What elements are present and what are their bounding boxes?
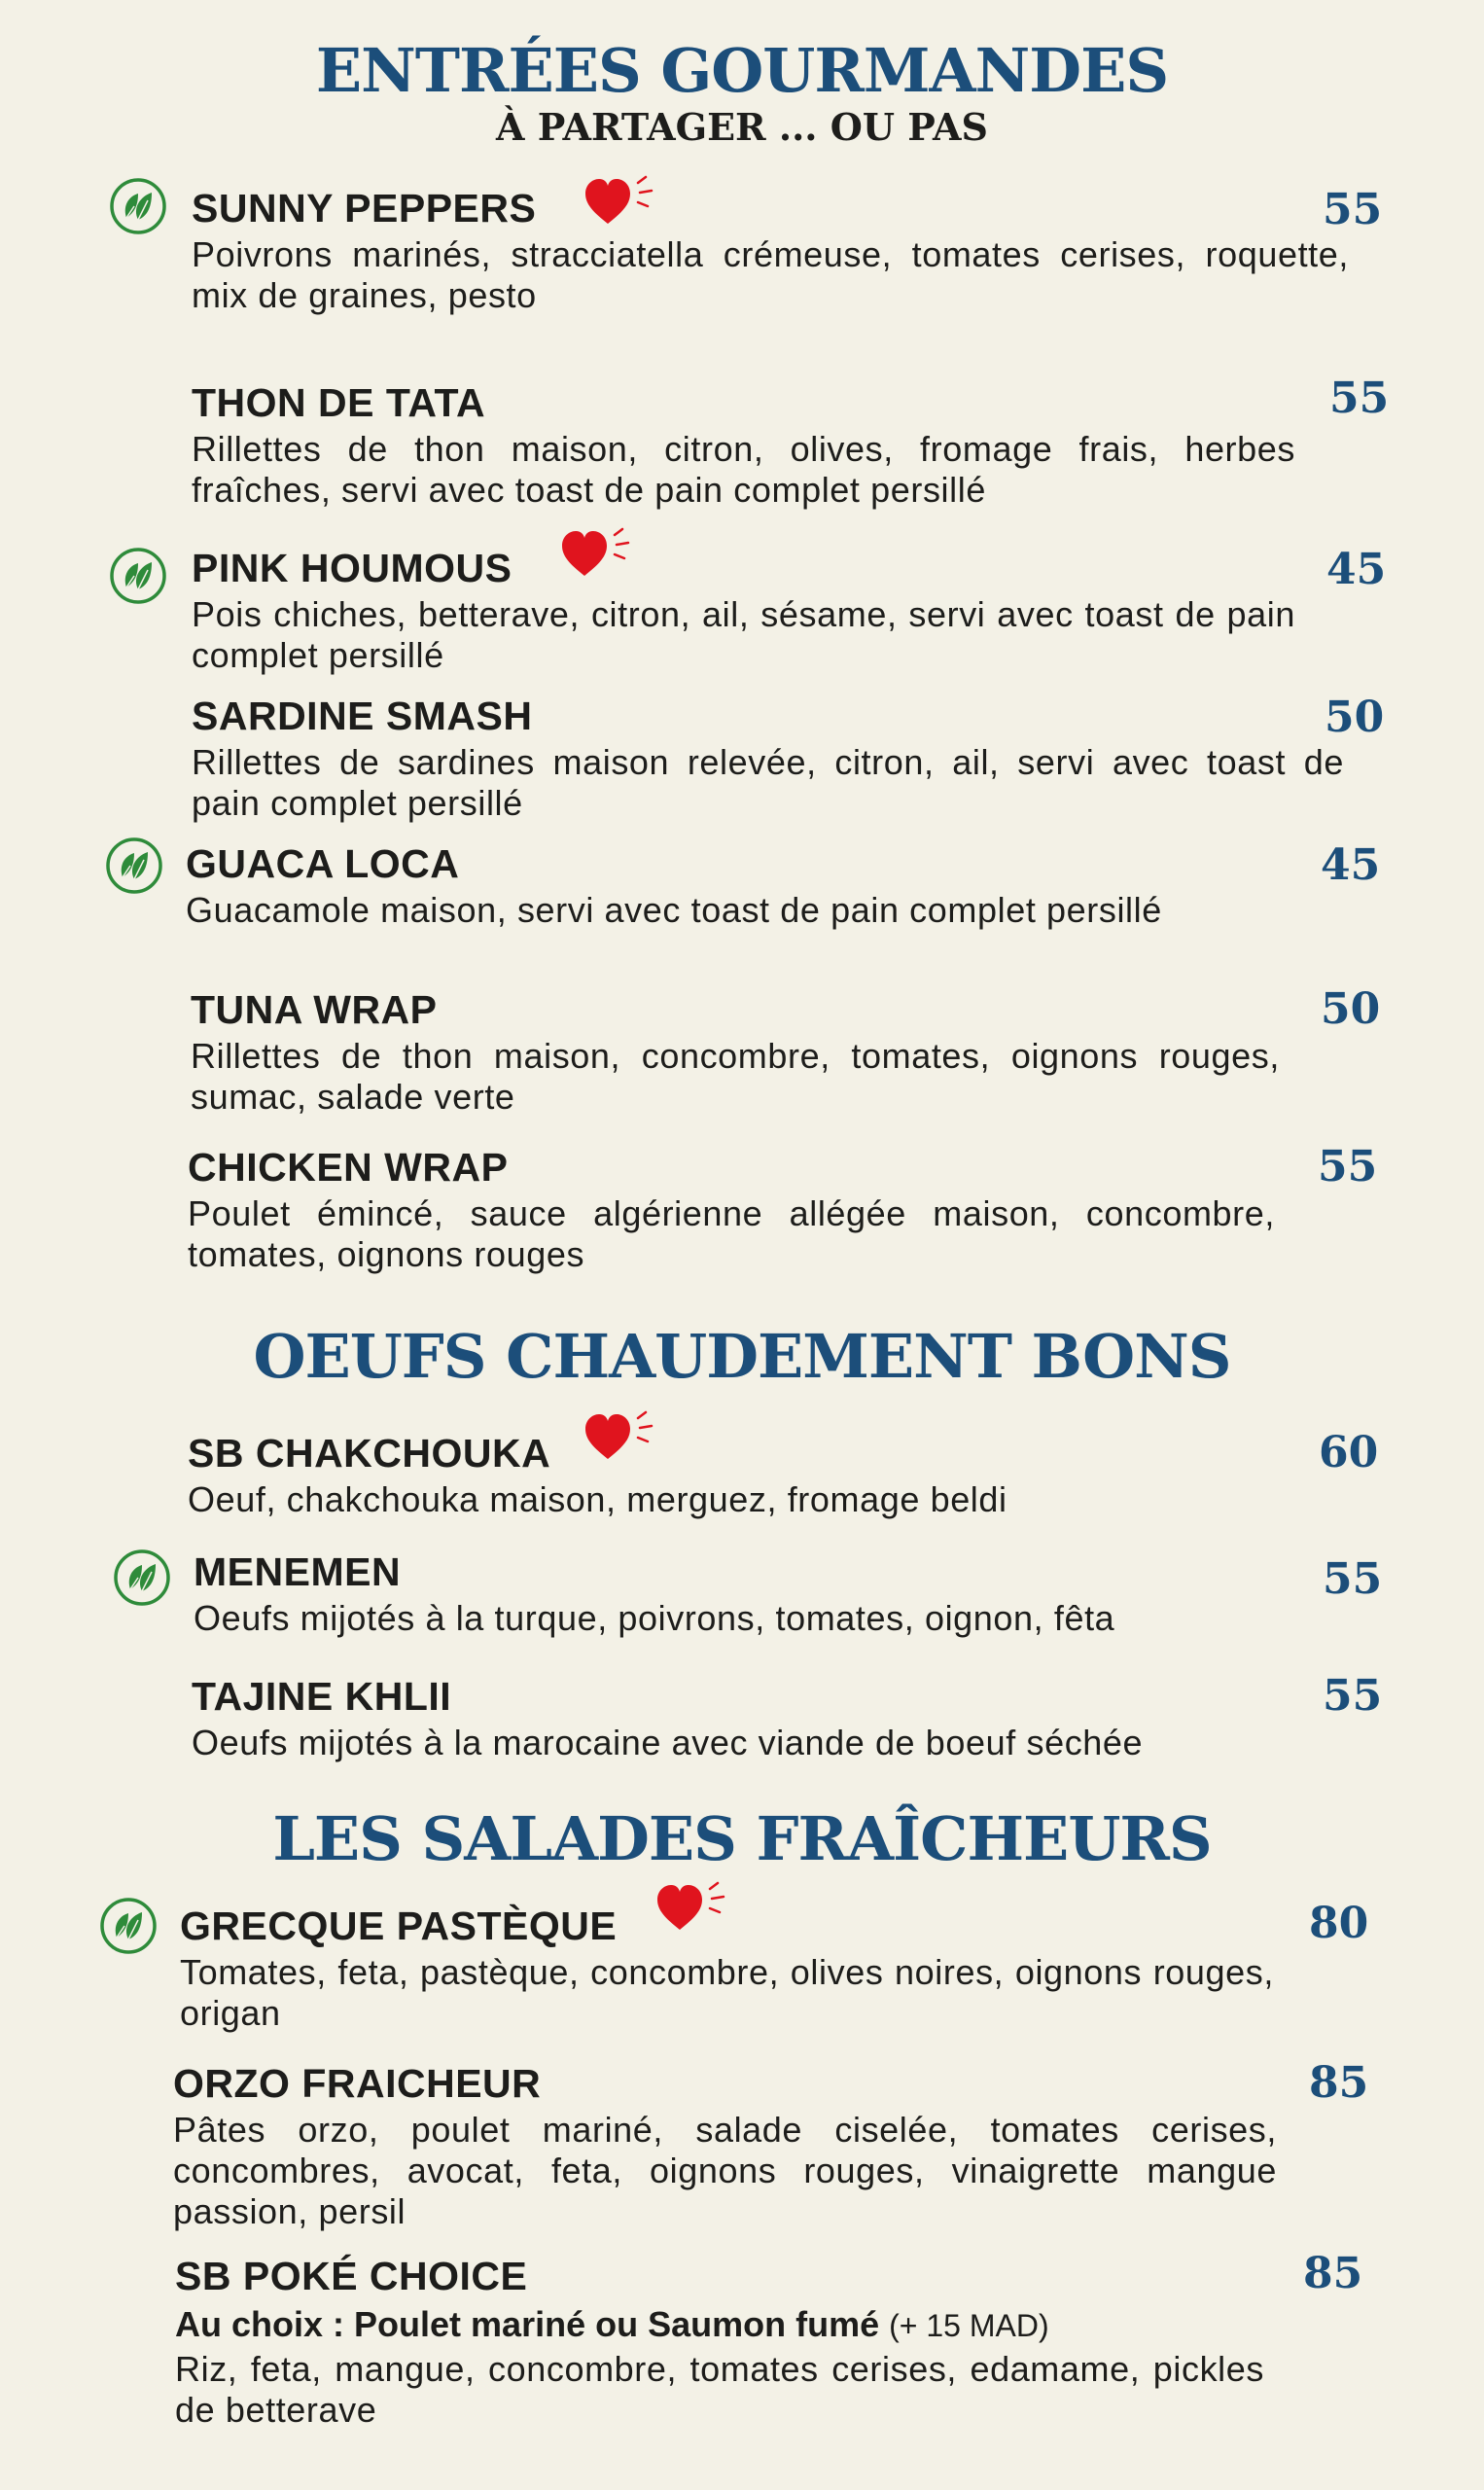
- item-price: 85: [1309, 2058, 1369, 2108]
- item-description: Poivrons marinés, stracciatella crémeuse, tomates cerises, roquette, mix de graines, pesto: [192, 234, 1349, 316]
- item-price: 45: [1321, 840, 1381, 890]
- section-subtitle: À PARTAGER ... OU PAS: [496, 105, 988, 149]
- section-title-oeufs: OEUFS CHAUDEMENT BONS: [253, 1321, 1231, 1392]
- item-price: 85: [1303, 2249, 1363, 2298]
- item-description: Rillettes de thon maison, concombre, tomates, oignons rouges, sumac, salade verte: [191, 1036, 1280, 1118]
- item-price: 80: [1309, 1899, 1369, 1948]
- menu-item: [188, 1146, 1275, 1275]
- heart-icon: [560, 525, 638, 584]
- item-price: 55: [1323, 1554, 1383, 1604]
- menu-item: [186, 842, 1299, 931]
- item-description: Pois chiches, betterave, citron, ail, sésame, servi avec toast de pain complet persillé: [192, 594, 1295, 676]
- menu-item: [192, 694, 1344, 824]
- menu-item: [188, 1432, 1287, 1520]
- item-name: TAJINE KHLII: [192, 1674, 452, 1719]
- menu-item: [173, 2062, 1277, 2232]
- item-name: SARDINE SMASH: [192, 694, 533, 738]
- section-title-entrees: ENTRÉES GOURMANDES: [315, 35, 1169, 106]
- leaf-icon: [99, 1897, 158, 1955]
- item-description: Poulet émincé, sauce algérienne allégée maison, concombre, tomates, oignons rouges: [188, 1193, 1275, 1275]
- choice-label: Au choix :: [175, 2304, 345, 2345]
- leaf-icon: [105, 836, 163, 895]
- section-title-salades: LES SALADES FRAÎCHEURS: [272, 1803, 1212, 1874]
- item-description: Oeuf, chakchouka maison, merguez, fromage beldi: [188, 1479, 1007, 1520]
- item-description: Pâtes orzo, poulet mariné, salade ciselée, tomates cerises, concombres, avocat, feta, oignons rouges, vinaigrette mangue passion, persil: [173, 2110, 1277, 2232]
- item-description: Oeufs mijotés à la marocaine avec viande de boeuf séchée: [192, 1723, 1144, 1763]
- item-name: PINK HOUMOUS: [192, 546, 512, 590]
- item-description: Rillettes de sardines maison relevée, citron, ail, servi avec toast de pain complet persillé: [192, 742, 1344, 824]
- item-description: Guacamole maison, servi avec toast de pain complet persillé: [186, 890, 1162, 931]
- item-description: Oeufs mijotés à la turque, poivrons, tomates, oignon, fêta: [194, 1598, 1115, 1639]
- choice-extra: (+ 15 MAD): [889, 2308, 1049, 2344]
- menu-item: [192, 1675, 1320, 1763]
- menu-item: [175, 2255, 1303, 2431]
- item-description: Riz, feta, mangue, concombre, tomates cerises, edamame, pickles de betterave: [175, 2349, 1264, 2431]
- item-price: 55: [1318, 1142, 1378, 1192]
- menu-item: [194, 1550, 1292, 1639]
- item-choice: [175, 2304, 1303, 2345]
- leaf-icon: [109, 547, 167, 605]
- item-name: TUNA WRAP: [191, 987, 438, 1032]
- item-price: 50: [1325, 693, 1385, 742]
- item-name: MENEMEN: [194, 1549, 402, 1594]
- menu-item: [192, 381, 1295, 511]
- item-description: Tomates, feta, pastèque, concombre, olives noires, oignons rouges, origan: [180, 1952, 1274, 2034]
- menu-item: [192, 187, 1349, 316]
- heart-icon: [583, 173, 661, 231]
- heart-icon: [655, 1879, 733, 1938]
- item-name: GRECQUE PASTÈQUE: [180, 1903, 618, 1948]
- item-price: 55: [1329, 374, 1390, 423]
- leaf-icon: [113, 1548, 171, 1607]
- item-price: 55: [1323, 1671, 1383, 1721]
- item-name: THON DE TATA: [192, 380, 486, 425]
- item-name: SUNNY PEPPERS: [192, 186, 537, 231]
- menu-item: [192, 547, 1295, 676]
- item-name: CHICKEN WRAP: [188, 1145, 509, 1190]
- item-name: ORZO FRAICHEUR: [173, 2061, 542, 2106]
- item-description: Rillettes de thon maison, citron, olives, fromage frais, herbes fraîches, servi avec toast de pain complet persillé: [192, 429, 1295, 511]
- item-name: SB CHAKCHOUKA: [188, 1431, 551, 1476]
- item-price: 55: [1323, 185, 1383, 234]
- leaf-icon: [109, 177, 167, 235]
- item-name: GUACA LOCA: [186, 841, 460, 886]
- heart-icon: [583, 1408, 661, 1467]
- item-price: 45: [1326, 545, 1387, 594]
- item-name: SB POKÉ CHOICE: [175, 2254, 528, 2298]
- menu-item: [191, 988, 1280, 1118]
- item-price: 60: [1319, 1428, 1379, 1477]
- choice-options: Poulet mariné ou Saumon fumé: [354, 2304, 880, 2345]
- item-price: 50: [1321, 984, 1381, 1034]
